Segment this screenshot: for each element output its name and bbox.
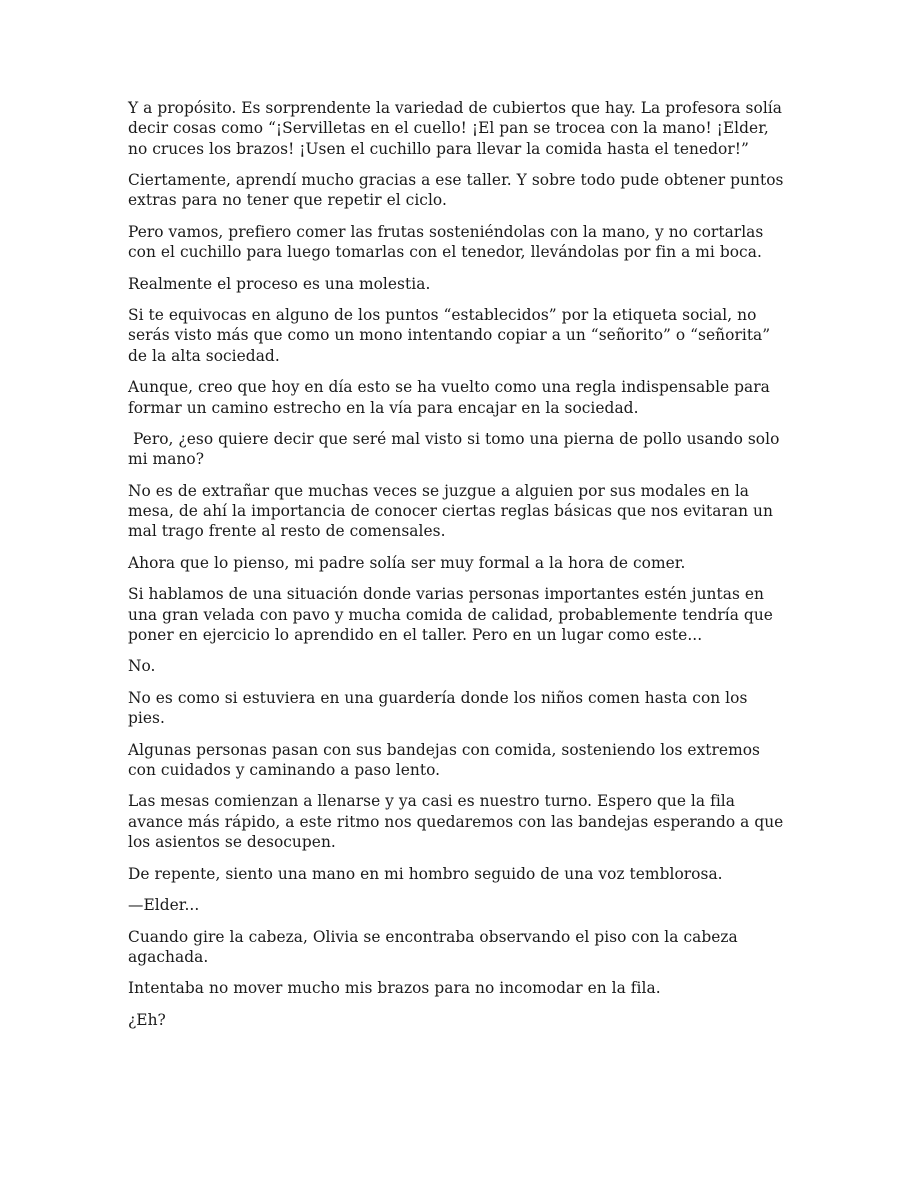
paragraph-3: Pero vamos, prefiero comer las frutas sosteniéndolas con la mano, y no cortarlas con el cuchillo para luego tomarlas con el tenedor, llevándolas por fin a mi boca. xyxy=(128,222,764,262)
paragraph-1: Y a propósito. Es sorprendente la variedad de cubiertos que hay. La profesora solía decir cosas como “¡Servilletas en el cuello! ¡El pan se trocea con la mano! ¡Elder, no cruces los brazos! ¡Usen el cuchillo para llevar la comida hasta el tenedor!” xyxy=(128,99,782,158)
paragraph-11: No. xyxy=(128,657,156,676)
paragraph-16: —Elder... xyxy=(128,896,200,915)
document-page xyxy=(128,98,784,1041)
paragraph-12: No es como si estuviera en una guardería donde los niños comen hasta con los pies. xyxy=(128,688,748,728)
paragraph-8: No es de extrañar que muchas veces se juzgue a alguien por sus modales en la mesa, de ahí la importancia de conocer ciertas reglas básicas que nos evitaran un mal trago frente al resto de comensales. xyxy=(128,481,773,541)
paragraph-9: Ahora que lo pienso, mi padre solía ser muy formal a la hora de comer. xyxy=(128,553,686,572)
paragraph-13: Algunas personas pasan con sus bandejas con comida, sosteniendo los extremos con cuidados y caminando a paso lento. xyxy=(128,740,760,779)
paragraph-7: Pero, ¿eso quiere decir que seré mal visto si tomo una pierna de pollo usando solo mi mano? xyxy=(128,429,785,469)
paragraph-17: Cuando gire la cabeza, Olivia se encontraba observando el piso con la cabeza agachada. xyxy=(128,927,738,966)
paragraph-18: Intentaba no mover mucho mis brazos para no incomodar en la fila. xyxy=(128,979,661,998)
paragraph-15: De repente, siento una mano en mi hombro seguido de una voz temblorosa. xyxy=(128,864,723,883)
paragraph-2: Ciertamente, aprendí mucho gracias a ese taller. Y sobre todo pude obtener puntos extras para no tener que repetir el ciclo. xyxy=(128,171,784,210)
paragraph-14: Las mesas comienzan a llenarse y ya casi es nuestro turno. Espero que la fila avance más rápido, a este ritmo nos quedaremos con las bandejas esperando a que los asientos se desocupen. xyxy=(128,792,784,852)
paragraph-10: Si hablamos de una situación donde varias personas importantes estén juntas en una gran velada con pavo y mucha comida de calidad, probablemente tendría que poner en ejercicio lo aprendido en el taller. Pero en un lugar como este... xyxy=(128,585,773,644)
paragraph-4: Realmente el proceso es una molestia. xyxy=(128,274,431,293)
paragraph-19: ¿Eh? xyxy=(128,1010,166,1029)
paragraph-5: Si te equivocas en alguno de los puntos “establecidos” por la etiqueta social, no serás visto más que como un mono intentando copiar a un “señorito” o “señorita” de la alta sociedad. xyxy=(128,306,771,365)
paragraph-6: Aunque, creo que hoy en día esto se ha vuelto como una regla indispensable para formar un camino estrecho en la vía para encajar en la sociedad. xyxy=(128,378,770,417)
